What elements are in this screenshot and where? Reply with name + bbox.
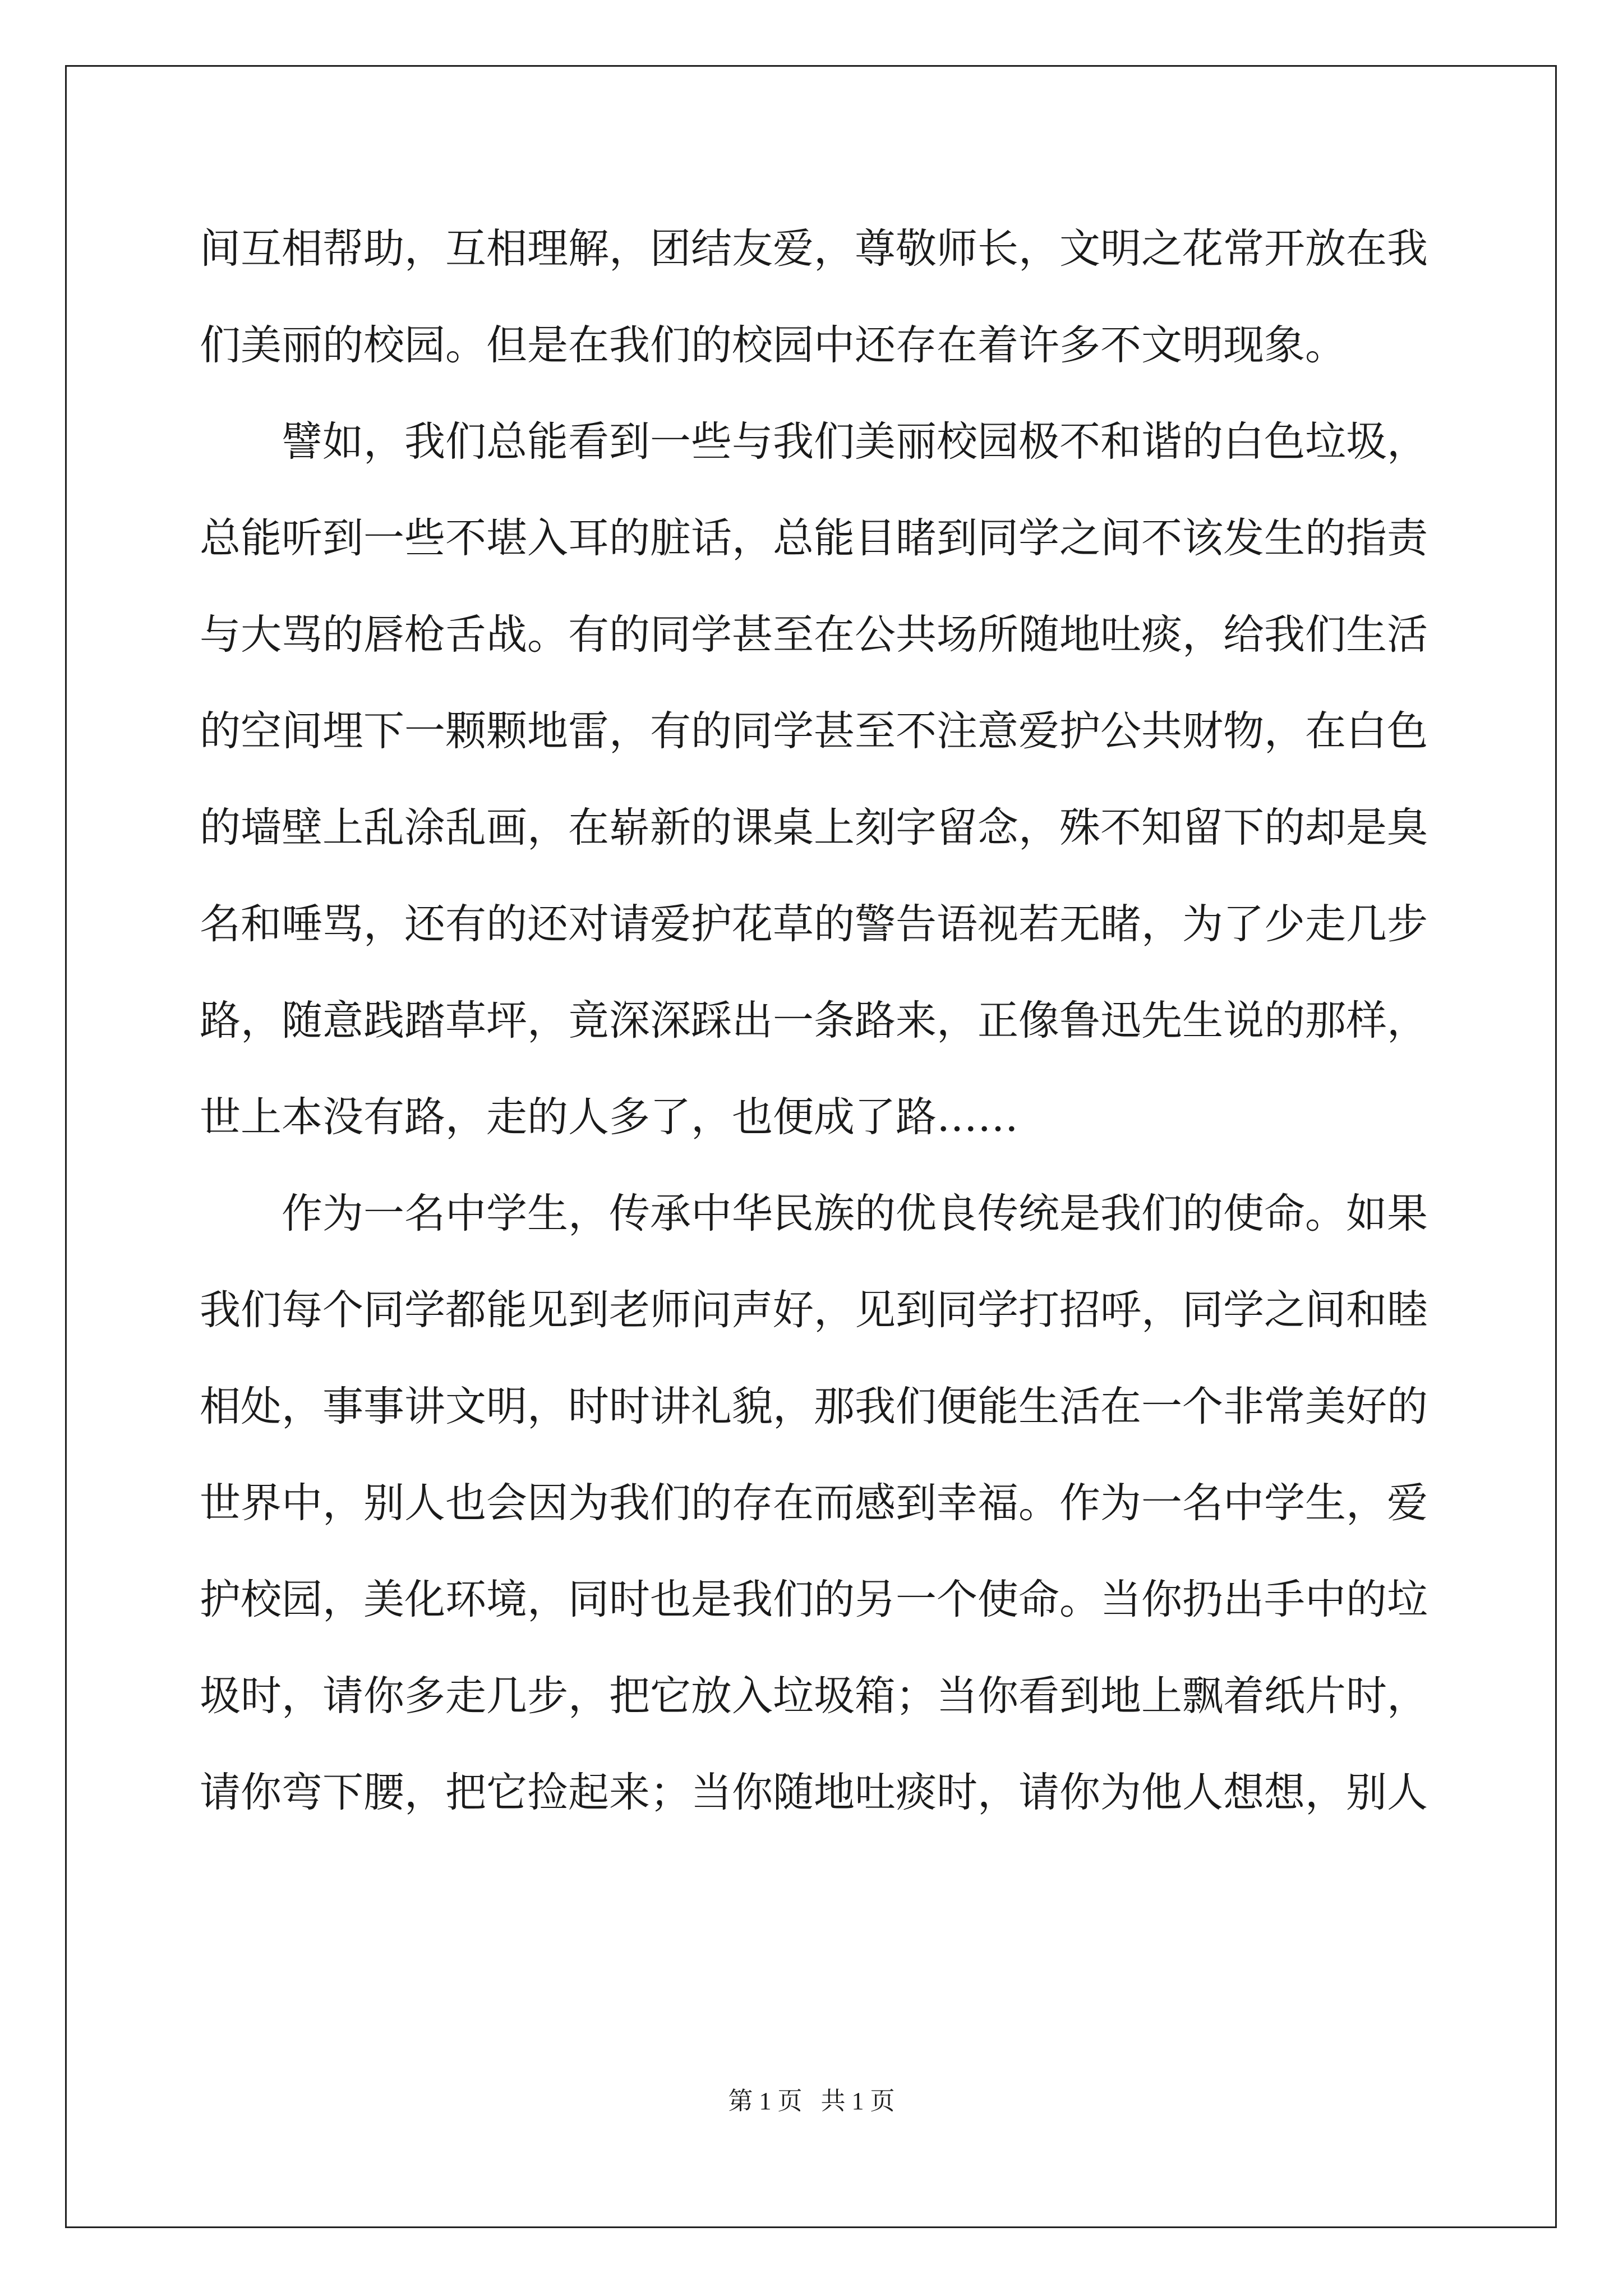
text-line: 们美丽的校园。但是在我们的校园中还存在着许多不文明现象。 [200,321,1346,369]
text-line: 世界中，别人也会因为我们的存在而感到幸福。作为一名中学生，爱 [200,1479,1428,1527]
text-line: 请你弯下腰，把它捡起来；当你随地吐痰时，请你为他人想想，别人 [200,1769,1428,1816]
text-line: 的墙壁上乱涂乱画，在崭新的课桌上刻字留念，殊不知留下的却是臭 [200,804,1428,852]
text-line: 圾时，请你多走几步，把它放入垃圾箱；当你看到地上飘着纸片时， [200,1672,1428,1720]
text-line: 总能听到一些不堪入耳的脏话，总能目睹到同学之间不该发生的指责 [200,514,1428,562]
page-footer [0,2085,1623,2118]
text-line: 路，随意践踏草坪，竟深深踩出一条路来，正像鲁迅先生说的那样， [200,997,1428,1045]
text-line: 与大骂的唇枪舌战。有的同学甚至在公共场所随地吐痰，给我们生活 [200,611,1428,659]
text-line: 名和唾骂，还有的还对请爱护花草的警告语视若无睹，为了少走几步 [200,900,1428,948]
text-line: 世上本没有路，走的人多了，也便成了路…… [200,1093,1018,1141]
page-number: 第 1 页 [728,2087,803,2115]
document-body [200,201,1431,1841]
text-line: 相处，事事讲文明，时时讲礼貌，那我们便能生活在一个非常美好的 [200,1383,1428,1430]
text-line: 作为一名中学生，传承中华民族的优良传统是我们的使命。如果 [200,1190,1428,1237]
text-line: 的空间埋下一颗颗地雷，有的同学甚至不注意爱护公共财物，在白色 [200,707,1428,755]
text-line: 譬如，我们总能看到一些与我们美丽校园极不和谐的白色垃圾， [200,418,1428,466]
page-total: 共 1 页 [820,2087,895,2115]
text-line: 我们每个同学都能见到老师问声好，见到同学打招呼，同学之间和睦 [200,1286,1428,1334]
footer-gap [803,2087,821,2115]
text-line: 间互相帮助，互相理解，团结友爱，尊敬师长，文明之花常开放在我 [200,225,1428,273]
text-line: 护校园，美化环境，同时也是我们的另一个使命。当你扔出手中的垃 [200,1576,1428,1623]
